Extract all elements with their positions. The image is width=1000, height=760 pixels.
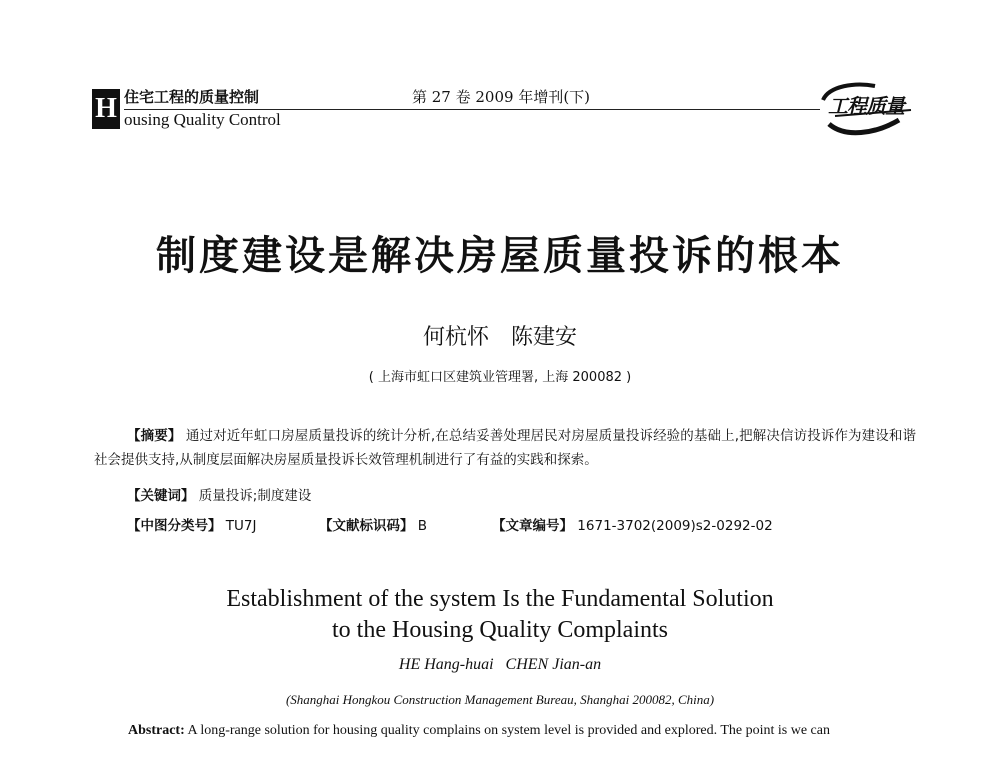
article-label: 【文章编号】 bbox=[492, 518, 573, 534]
article-number bbox=[492, 516, 773, 536]
affiliation-cn: ( 上海市虹口区建筑业管理署, 上海 200082 ) bbox=[368, 370, 632, 385]
header-rule bbox=[124, 109, 820, 110]
journal-logo-mark: H bbox=[92, 89, 120, 129]
document-code bbox=[319, 516, 427, 536]
author-name: 陈建安 bbox=[511, 325, 578, 350]
clc-value: TU7J bbox=[225, 518, 257, 534]
journal-name-cn: 住宅工程的质量控制 bbox=[124, 88, 260, 106]
author-name-en: HE Hang-huai bbox=[398, 656, 494, 673]
paper-title-cn: 制度建设是解决房屋质量投诉的根本 bbox=[156, 233, 844, 279]
journal-badge-text: 工程质量 bbox=[828, 94, 904, 118]
doc-label: 【文献标识码】 bbox=[319, 518, 414, 534]
abstract-cn-label: 【摘要】 bbox=[127, 428, 182, 444]
abstract-en-text: A long-range solution for housing quality complains on system level is provided and explored. The point is we can bbox=[187, 723, 830, 738]
author-name: 何杭怀 bbox=[422, 325, 489, 350]
journal-name-en: ousing Quality Control bbox=[124, 110, 281, 129]
keywords-cn bbox=[127, 486, 311, 506]
authors-cn bbox=[0, 324, 1000, 352]
title-en-line: Establishment of the system Is the Fundamental Solution bbox=[226, 586, 774, 612]
abstract-en-label: Abstract: bbox=[128, 723, 185, 738]
authors-en bbox=[0, 655, 1000, 675]
abstract-cn-text: 通过对近年虹口房屋质量投诉的统计分析,在总结妥善处理居民对房屋质量投诉经验的基础上,把解决信访投诉作为建设和谐社会提供支持,从制度层面解决房屋质量投诉长效管理机制进行了有益的实践和探索。 bbox=[94, 428, 916, 468]
keywords-cn-label: 【关键词】 bbox=[127, 488, 195, 504]
article-value: 1671-3702(2009)s2-0292-02 bbox=[577, 518, 773, 534]
issue-info: 第 27 卷 2009 年增刊(下) bbox=[412, 88, 591, 106]
abstract-en bbox=[94, 718, 916, 744]
affiliation-en: (Shanghai Hongkou Construction Management Bureau, Shanghai 200082, China) bbox=[285, 692, 715, 707]
paper-title-en bbox=[0, 584, 1000, 646]
title-en-line: to the Housing Quality Complaints bbox=[332, 617, 668, 643]
clc-label: 【中图分类号】 bbox=[127, 518, 222, 534]
clc-number bbox=[127, 516, 257, 536]
doc-value: B bbox=[417, 518, 428, 534]
keywords-cn-text: 质量投诉;制度建设 bbox=[198, 488, 312, 504]
author-name-en: CHEN Jian-an bbox=[505, 656, 602, 673]
abstract-cn bbox=[94, 424, 916, 472]
